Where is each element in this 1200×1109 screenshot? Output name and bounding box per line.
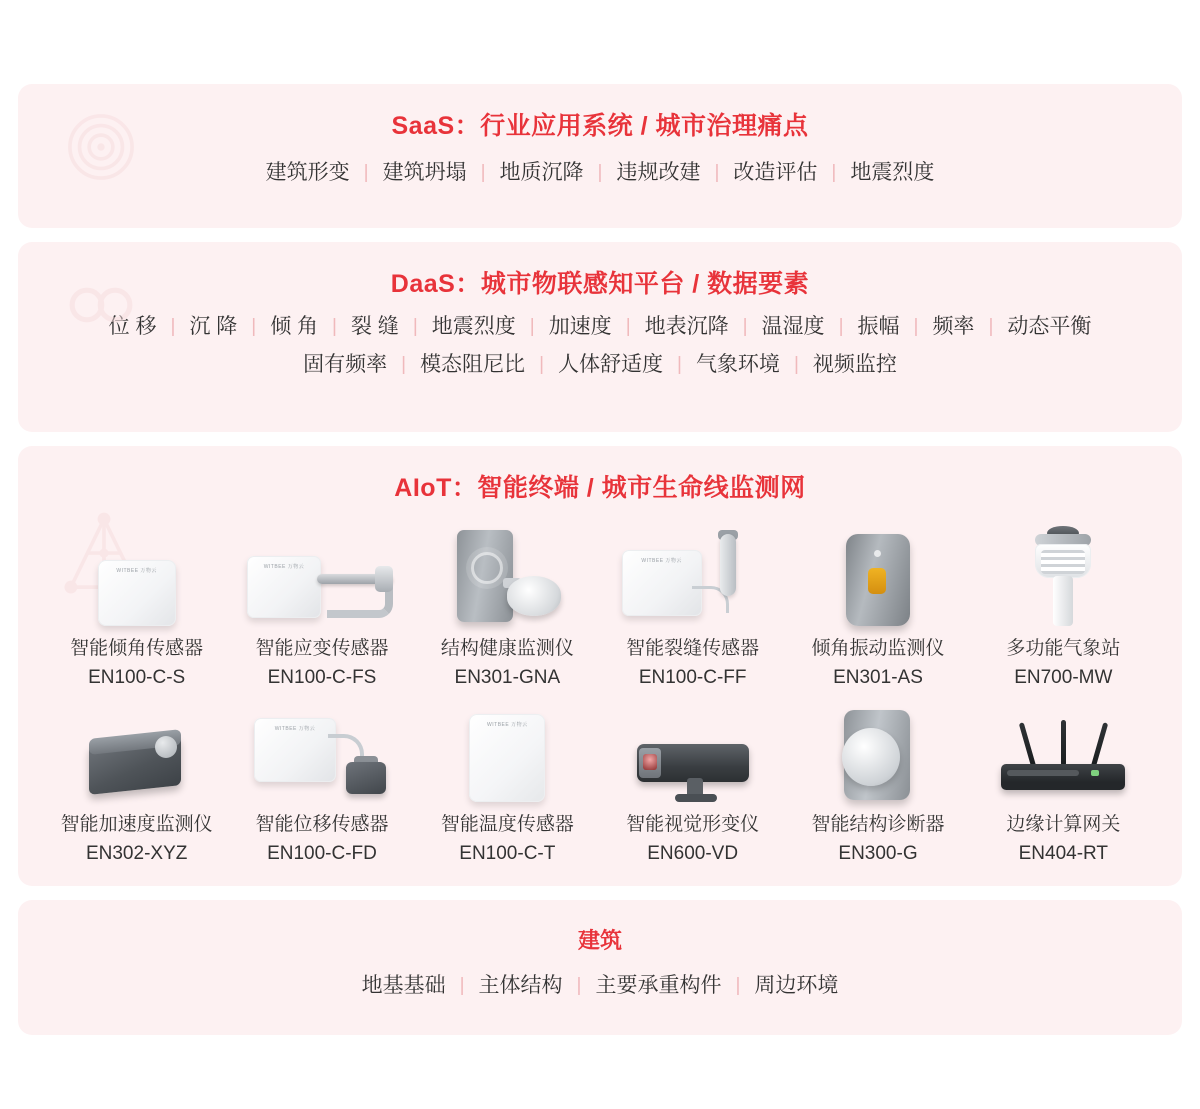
separator: | [363,162,369,183]
separator: | [625,316,631,337]
saas-item: 地质沉降 [499,161,584,184]
device-image-structure-health-monitor [415,522,600,626]
device-name: 多功能气象站 [1006,638,1121,659]
daas-item: 固有频率 [303,353,388,376]
device-card[interactable] [415,522,600,692]
layer-panel-building [18,900,1182,1035]
daas-item: 地震烈度 [431,315,516,338]
device-card[interactable] [229,522,414,692]
saas-item: 改造评估 [733,161,818,184]
separator: | [714,162,720,183]
separator: | [793,354,799,375]
saas-item: 地震烈度 [850,161,935,184]
device-image-tilt-vibration-monitor [785,522,970,626]
saas-item: 建筑坍塌 [382,161,467,184]
daas-item: 加速度 [548,315,612,338]
device-model: EN300-G [838,843,918,864]
device-image-displacement-sensor [229,698,414,802]
daas-item-row-2 [18,344,1182,388]
separator: | [251,316,257,337]
device-card[interactable] [600,698,785,868]
daas-item: 沉 降 [189,315,238,338]
separator: | [597,162,603,183]
daas-item: 位 移 [108,315,157,338]
device-card[interactable] [229,698,414,868]
device-model: EN100-C-T [459,843,556,864]
device-card[interactable] [415,698,600,868]
device-name: 智能视觉形变仪 [626,814,760,835]
separator: | [838,316,844,337]
building-item: 主要承重构件 [595,974,722,997]
device-name: 智能温度传感器 [440,814,574,835]
device-name: 智能加速度监测仪 [60,814,213,835]
device-image-crack-sensor [600,522,785,626]
device-card[interactable] [971,698,1156,868]
separator: | [677,354,682,375]
device-name: 倾角振动监测仪 [811,638,945,659]
device-image-vision-deformation-camera [600,698,785,802]
separator: | [913,316,919,337]
daas-item: 频率 [932,315,975,338]
device-image-edge-gateway [971,698,1156,802]
device-model: EN600-VD [647,843,739,864]
device-model: EN301-GNA [454,667,561,688]
device-card[interactable] [785,698,970,868]
layer-panel-saas [18,84,1182,228]
infinity-icon [64,268,138,342]
layer-panel-aiot [18,446,1182,886]
daas-item: 倾 角 [270,315,319,338]
brand-logo-text: WITBEE 万物云 [641,558,682,564]
device-card[interactable] [785,522,970,692]
device-card[interactable] [44,698,229,868]
daas-item: 视频监控 [812,353,897,376]
device-grid [18,508,1182,868]
device-model: EN100-C-FF [638,667,747,688]
device-model: EN100-C-S [88,667,186,688]
brand-logo-text: WITBEE 万物云 [263,564,305,570]
daas-item: 动态平衡 [1007,315,1092,338]
building-title: 建筑 [577,928,622,953]
saas-item: 违规改建 [616,161,701,184]
brand-logo-text: WITBEE 万物云 [116,568,157,574]
device-name: 智能应变传感器 [255,638,389,659]
brand-logo-text: WITBEE 万物云 [487,722,528,728]
device-model: EN100-C-FD [267,843,377,864]
daas-item: 温湿度 [761,315,825,338]
separator: | [831,162,837,183]
device-name: 智能位移传感器 [255,814,389,835]
device-model: EN100-C-FS [267,667,377,688]
device-card[interactable] [971,522,1156,692]
device-model: EN301-AS [833,667,923,688]
aiot-title: AIoT：智能终端 / 城市生命线监测网 [394,474,806,502]
building-item-row [18,955,1182,1009]
device-image-weather-station [971,522,1156,626]
device-name: 结构健康监测仪 [440,638,574,659]
daas-item: 地表沉降 [644,315,729,338]
brand-logo-text: WITBEE 万物云 [274,726,316,732]
daas-item-row-1 [18,304,1182,344]
separator: | [529,316,535,337]
separator: | [539,354,544,375]
device-image-acceleration-monitor [44,698,229,802]
separator: | [170,316,176,337]
device-image-temperature-sensor [415,698,600,802]
separator: | [459,975,465,996]
saas-title: SaaS：行业应用系统 / 城市治理痛点 [391,112,809,140]
separator: | [735,975,741,996]
daas-item: 气象环境 [695,353,780,376]
daas-item: 振幅 [857,315,900,338]
daas-title: DaaS：城市物联感知平台 / 数据要素 [390,270,810,298]
building-item: 周边环境 [754,974,839,997]
daas-item: 人体舒适度 [558,353,663,376]
device-name: 智能裂缝传感器 [626,638,760,659]
separator: | [576,975,582,996]
building-item: 主体结构 [478,974,563,997]
device-card[interactable] [600,522,785,692]
device-model: EN404-RT [1018,843,1109,864]
separator: | [332,316,337,337]
separator: | [412,316,418,337]
separator: | [480,162,486,183]
device-image-structure-diagnoser [785,698,970,802]
daas-item: 模态阻尼比 [420,353,526,376]
saas-item: 建筑形变 [265,161,350,184]
building-item: 地基基础 [361,974,446,997]
device-model: EN302-XYZ [85,843,188,864]
device-name: 智能倾角传感器 [70,638,204,659]
separator: | [401,354,407,375]
radar-rings-icon [64,110,138,184]
device-image-strain-sensor [229,522,414,626]
separator: | [742,316,748,337]
separator: | [988,316,994,337]
device-name: 智能结构诊断器 [811,814,945,835]
device-name: 边缘计算网关 [1006,814,1121,835]
saas-item-row [18,146,1182,196]
device-model: EN700-MW [1014,667,1113,688]
daas-item: 裂 缝 [350,315,399,338]
layer-panel-daas [18,242,1182,432]
